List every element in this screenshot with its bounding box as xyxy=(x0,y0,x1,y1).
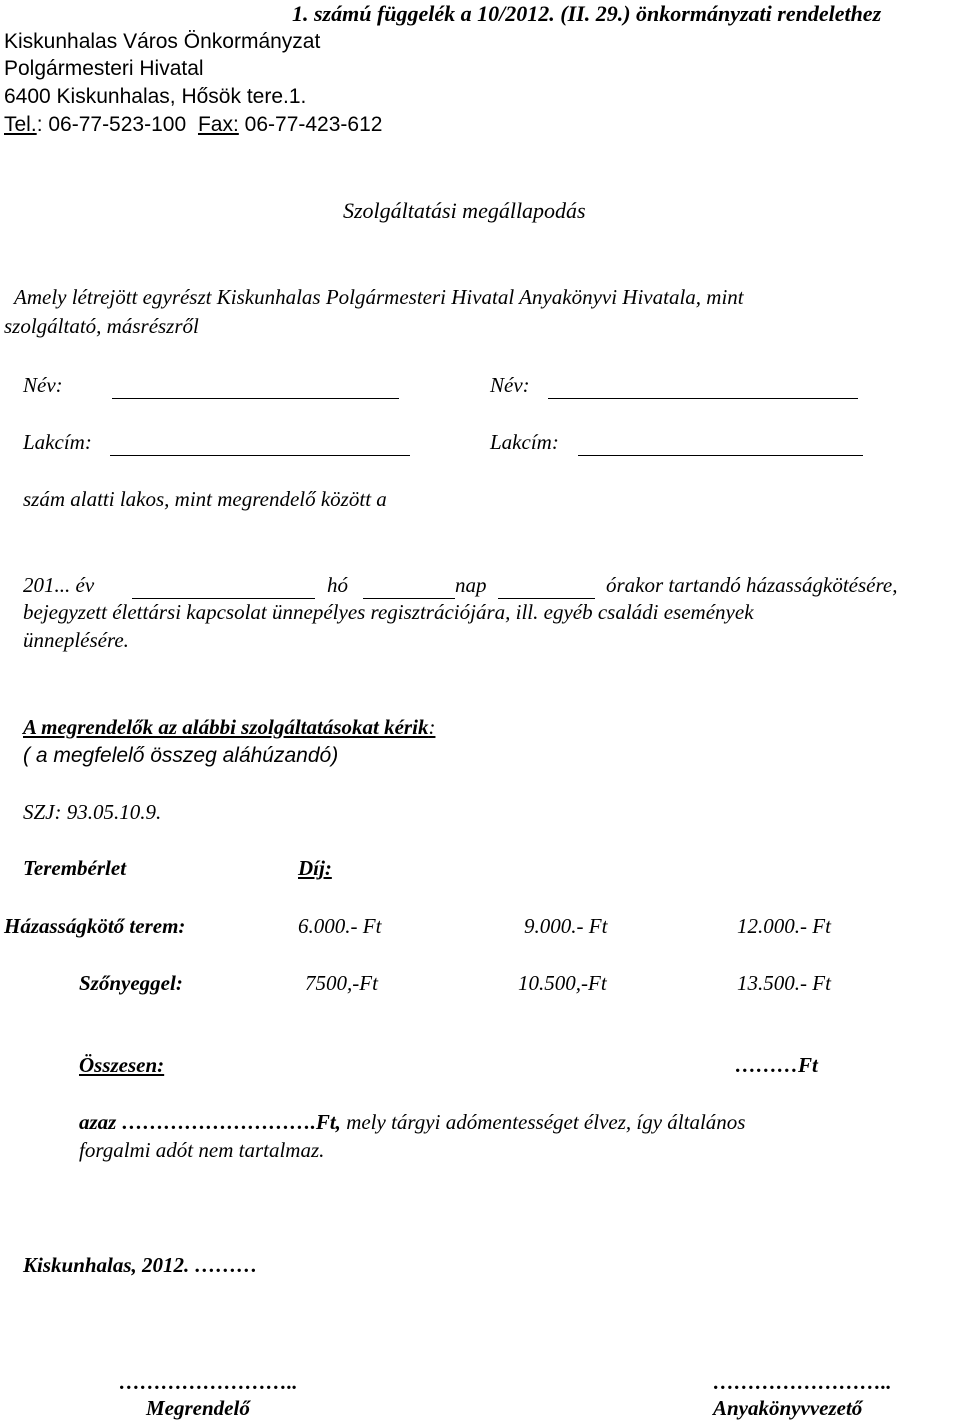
office-line-2: Polgármesteri Hivatal xyxy=(4,57,204,80)
hour-field[interactable] xyxy=(498,598,595,599)
fee-col-room: Terembérlet xyxy=(23,856,127,880)
intro-line-2: szolgáltató, másrészről xyxy=(4,314,199,338)
tel-label: Tel. xyxy=(4,113,37,136)
services-heading xyxy=(23,717,435,738)
event-line-3: ünneplésére. xyxy=(23,628,129,652)
fee-row-2-value-3[interactable]: 13.500.- Ft xyxy=(737,971,831,995)
szj-code: SZJ: 93.05.10.9. xyxy=(23,800,162,824)
party1-address-label: Lakcím: xyxy=(23,430,92,454)
fee-row-2-label: Szőnyeggel: xyxy=(79,971,183,995)
party2-name-label: Név: xyxy=(490,373,530,397)
fee-row-2-value-2[interactable]: 10.500,-Ft xyxy=(518,971,607,995)
signature-right-label: Anyakönyvvezető xyxy=(713,1396,863,1420)
day-field[interactable] xyxy=(363,598,455,599)
signature-left-label: Megrendelő xyxy=(146,1396,250,1420)
fee-row-2-value-1[interactable]: 7500,-Ft xyxy=(305,971,378,995)
services-heading-text: A megrendelők az alábbi szolgáltatásokat kérik xyxy=(23,715,429,739)
fax-value: 06-77-423-612 xyxy=(238,113,383,136)
party1-address-field[interactable] xyxy=(110,455,410,456)
tel-value: : 06-77-523-100 xyxy=(36,113,187,136)
total-value: ………Ft xyxy=(735,1053,818,1077)
fee-col-fee: Díj: xyxy=(298,856,332,880)
fax-label: Fax: xyxy=(197,113,239,136)
signature-left-line: …………………….. xyxy=(119,1370,298,1394)
signature-right-line: …………………….. xyxy=(713,1370,892,1394)
document-title: Szolgáltatási megállapodás xyxy=(343,198,586,223)
party1-name-label: Név: xyxy=(23,373,63,397)
month-field[interactable] xyxy=(132,598,315,599)
fee-row-1-value-1[interactable]: 6.000.- Ft xyxy=(298,914,382,938)
party2-name-field[interactable] xyxy=(548,398,858,399)
annex-header: 1. számú függelék a 10/2012. (II. 29.) önkormányzati rendelethez xyxy=(292,1,882,26)
party2-address-field[interactable] xyxy=(578,455,863,456)
tax-line-2: forgalmi adót nem tartalmaz. xyxy=(79,1138,325,1162)
resident-text: szám alatti lakos, mint megrendelő között a xyxy=(23,487,387,511)
event-tail: órakor tartandó házasságkötésére, xyxy=(606,573,898,597)
office-line-3: 6400 Kiskunhalas, Hősök tere.1. xyxy=(4,85,307,108)
total-label: Összesen: xyxy=(79,1053,165,1077)
event-month-label: hó xyxy=(327,573,348,597)
services-note: ( a megfelelő összeg aláhúzandó) xyxy=(23,744,339,767)
event-year: 201... év xyxy=(23,573,95,597)
intro-line-1: Amely létrejött egyrészt Kiskunhalas Polgármesteri Hivatal Anyakönyvi Hivatala, mint xyxy=(14,285,744,309)
event-day-label: nap xyxy=(455,573,487,597)
fee-row-1-value-2[interactable]: 9.000.- Ft xyxy=(524,914,608,938)
office-contact xyxy=(4,114,382,135)
party2-address-label: Lakcím: xyxy=(490,430,559,454)
fee-row-1-label: Házasságkötő terem: xyxy=(4,914,186,938)
fee-row-1-value-3[interactable]: 12.000.- Ft xyxy=(737,914,831,938)
event-line-2: bejegyzett élettársi kapcsolat ünnepélyes regisztrációjára, ill. egyéb családi események xyxy=(23,600,754,624)
date-place: Kiskunhalas, 2012. ……… xyxy=(23,1253,258,1277)
office-line-1: Kiskunhalas Város Önkormányzat xyxy=(4,30,321,53)
tax-amount: azaz ……………………….Ft, xyxy=(79,1110,341,1134)
services-heading-colon: : xyxy=(428,715,436,739)
tax-line-1 xyxy=(79,1112,745,1133)
party1-name-field[interactable] xyxy=(112,398,399,399)
tax-line-1-rest: mely tárgyi adómentességet élvez, így általános xyxy=(340,1110,746,1134)
